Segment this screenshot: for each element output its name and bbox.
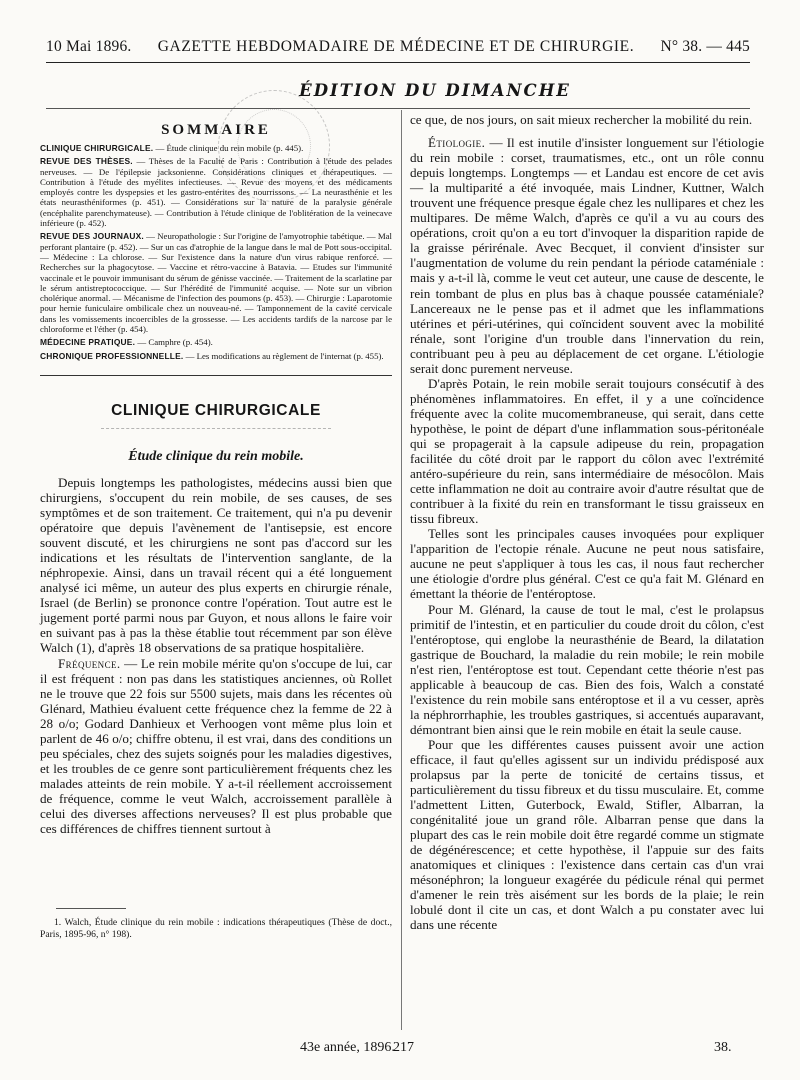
paragraph: ce que, de nos jours, on sait mieux rechercher la mobilité du rein.	[410, 112, 753, 127]
footer-page-number: 217	[393, 1040, 414, 1055]
section-underline	[101, 428, 331, 429]
running-header	[46, 38, 750, 60]
section-title: CLINIQUE CHIRURGICALE	[111, 401, 321, 419]
article-title: Étude clinique du rein mobile.	[128, 448, 304, 464]
paragraph: D'après Potain, le rein mobile serait toujours consécutif à des phénomènes inflammatoires. En effet, il y a une coïncidence fréquente avec la colite mucomembraneuse, qui serait, dans cette hypothèse, le point de départ d'une inflammation sous-péritonéale qui se propagerait à la capsule adipeuse du rein, propagation facilitée du côté droit par le rapport du côlon avec l'extrémité antéro-supérieure du rein, sans intermédiaire de mésocôlon. Mais cette inflammation ne doit au contraire avoir d'autre résultat que de contribuer à la fixité du rein en transformant le tissu graisseux en tissu fibreux.	[410, 375, 764, 527]
paragraph: Étiologie. — Il est inutile d'insister longuement sur l'étiologie du rein mobile : corset, traumatismes, etc., ont un rôle connu depuis longtemps. Longtemps — et Landau est encore de cet avis — la multiparité a été invoquée, mais Lindner, Kuttner, Walch trouvent une fréquence presque égale chez les nullipares et chez les multipares. De même Walch, d'après ce qu'il a vu au cours des opérations, croit qu'on a eu tort d'invoquer la disparition rapide de la graisse périrénale. Avec Becquet, il convient d'insister sur l'augmentation de volume du rein pendant la période cataméniale : mais y a-t-il là, comme le veut cet auteur, une cause de descente, le rein tombant de plus en plus bas à chaque poussée cataméniale? Lancereaux ne le pense pas et il admet que les inflammations utérines et péri-utérines, qui coïncident souvent avec la mobilité rénale, sont l'origine d'un trouble dans l'innervation du rein, contribuant peu à peu au déplacement de cet organe. L'étiologie serait donc purement nerveuse.	[410, 135, 765, 376]
footnote: 1. Walch, Étude clinique du rein mobile : indications thérapeutiques (Thèse de doct., Paris, 1895-96, n° 198).	[40, 917, 392, 940]
article-body-right	[410, 112, 764, 933]
sommaire-entry: REVUE DES JOURNAUX. — Neuropathologie : Sur l'origine de l'amyotrophie tabétique. — Mal perforant plantaire (p. 452). — Sur un cas d'atrophie de la langue dans le mal de Pott sous-occipital. — Médecine : La chlorose. — Sur l'existence dans la nature d'un virus rabique renforcé. — Recherches sur la phagocytose. — Vaccine et rétro-vaccine à Batavia. — Etudes sur l'immunité vaccinale et le pouvoir immunisant du sérum de génisse vaccinée. — Traitement de la scarlatine par le sérum antistreptococcique. — Sur l'hérédité de l'immunité acquise. — Note sur un vibrion cholérique anormal. — Mécanisme de l'infection des poumons (p. 453). — Chirurgie : Laparotomie pour hernie funiculaire ombilicale chez un nouveau-né. — Tamponnement de la cavité cervicale dans les vomissements incoercibles de la grossesse. — Les accidents tardifs de la narcose par le chloroforme et l'éther (p. 454).	[40, 231, 392, 335]
etiologie-label: Étiologie.	[428, 135, 486, 151]
sommaire-entry: MÉDECINE PRATIQUE. — Camphre (p. 454).	[40, 337, 213, 348]
edition-title: ÉDITION DU DIMANCHE	[299, 81, 571, 100]
sommaire-entry: REVUE DES THÈSES. — Thèses de la Faculté de Paris : Contribution à l'étude des pelades nerveuses. — De l'épilepsie jacksonienne. Considérations cliniques et thérapeutiques. — Contribution à l'étude des myélites infectieuses. — Revue des moyens et des médicaments employés contre les dyspepsies et les gastro-entérites des nourrissons. — La neurasthénie et les états neurasthéniformes (p. 451). — Considérations sur la nature de la paralysie générale (encéphalite parenchymateuse). — Contribution à l'étude clinique de l'oblitération de la veinecave inférieure (p. 452).	[40, 156, 392, 229]
sommaire-title: SOMMAIRE	[161, 122, 271, 138]
issue-number: N° 38. — 445	[660, 38, 750, 55]
footer-sheet-number: 38.	[714, 1040, 732, 1055]
left-column	[40, 112, 392, 940]
header-rule	[46, 62, 750, 63]
sommaire-entry: CHRONIQUE PROFESSIONNELLE. — Les modifications au règlement de l'internat (p. 455).	[40, 350, 384, 361]
paragraph: Fréquence. — Le rein mobile mérite qu'on s'occupe de lui, car il est fréquent : non pas dans les statistiques anciennes, où Rollet ne le trouve que 22 fois sur 5500 sujets, mais dans les récentes où Glénard, Mathieu évaluent cette fréquence chez la femme de 22 à 28 o/o; Godard Danhieux et Verhoogen vont même plus loin et parlent de 46 o/o; chiffre obtenu, il est vrai, dans des conditions un peu spéciales, chez des sujets soignés pour les maladies digestives, et les troubles de ce genre sont particulièrement fréquents chez les malades atteints de rein mobile. Y a-t-il réellement accroissement de fréquence, comme le veut Walch, accroissement parallèle à celui des diverses affections nerveuses? Il est plus probable que ces différences de chiffres tiennent surtout à	[40, 655, 393, 837]
column-divider	[401, 110, 402, 1030]
right-column	[410, 112, 764, 933]
footnote-rule	[56, 908, 126, 909]
paragraph: Telles sont les principales causes invoquées pour expliquer l'apparition de l'ectopie rénale. Aucune ne peut nous satisfaire, aucune ne peut s'appliquer à tous les cas, il nous faut rechercher une étiologie d'ordre plus général. C'est ce qu'a fait M. Glénard en émettant la théorie de l'entéroptose.	[410, 526, 764, 602]
section-rule	[40, 375, 392, 376]
sommaire-entry: CLINIQUE CHIRURGICALE. — Étude clinique du rein mobile (p. 445).	[40, 143, 304, 153]
journal-title: GAZETTE HEBDOMADAIRE DE MÉDECINE ET DE CHIRURGIE.	[157, 38, 635, 55]
paragraph: Pour que les différentes causes puissent avoir une action efficace, il faut qu'elles agissent sur un individu prédisposé aux prolapsus par la perte de tonicité de certains tissus, et particulièrement du tissu fibreux et du tissu musculaire. Et, comme l'admettent Litten, Guterbock, Ewald, Stifler, Albarran, la congénitalité joue un grand rôle. Albarran pense que dans la plupart des cas le rein mobile doit être regardé comme un stigmate de dégénérescence; et cette hypothèse, il l'appuie sur des faits anatomiques et cliniques : l'existence dans certain cas d'un vrai mésonéphron; la longueur exagérée du pédicule rénal qui permet d'amener le rein très aisément sur les bords de la plaie; le rein lobulé dont il cite un cas, et dont Walch a pu constater avec lui dans une récente	[410, 736, 764, 933]
footer-year: 43e année, 1896.	[300, 1040, 395, 1055]
edition-rule	[46, 108, 750, 109]
frequence-label: Fréquence.	[58, 655, 121, 671]
issue-date: 10 Mai 1896.	[46, 38, 132, 55]
paragraph: Depuis longtemps les pathologistes, médecins aussi bien que chirurgiens, s'occupent du rein mobile, de ses causes, de ses symptômes et de son traitement. Ce traitement, qui n'a pu devenir opératoire que depuis l'avènement de l'antisepsie, est encore souvent discuté, et les chirurgiens ne sont pas d'accord sur les indications et les résultats de l'intervention sanglante, de la néphropexie. Ainsi, dans un travail récent qui a été longuement analysé ici même, un auteur des plus experts en chirurgie rénale, Israel (de Berlin) se prononce contre l'opération. Tout autre est le jugement porté parmi nous par Guyon, et nous allons le faire voir en suivant pas à pas la thèse établie tout récemment par son élève Walch (1), d'après 18 observations de sa pratique hospitalière.	[40, 474, 392, 656]
article-body-left	[40, 475, 392, 836]
paragraph: Pour M. Glénard, la cause de tout le mal, c'est le prolapsus primitif de l'intestin, et en particulier du coude droit du côlon, c'est l'entéroptose, qui englobe la neurasthénie de Beard, la dilatation gastrique de Bouchard, la maladie du rein mobile; le rein mobile n'est rien, l'entéroptose est tout. Cependant cette théorie n'est pas applicable à beaucoup de cas. Bien des fois, Walch a constaté l'existence du rein mobile sans entéroptose et il a vu cesser, après la néphrorrhaphie, les troubles gastriques, si accentués auparavant, démontrant bien ainsi que le rein mobile en était la seule cause.	[410, 601, 764, 737]
